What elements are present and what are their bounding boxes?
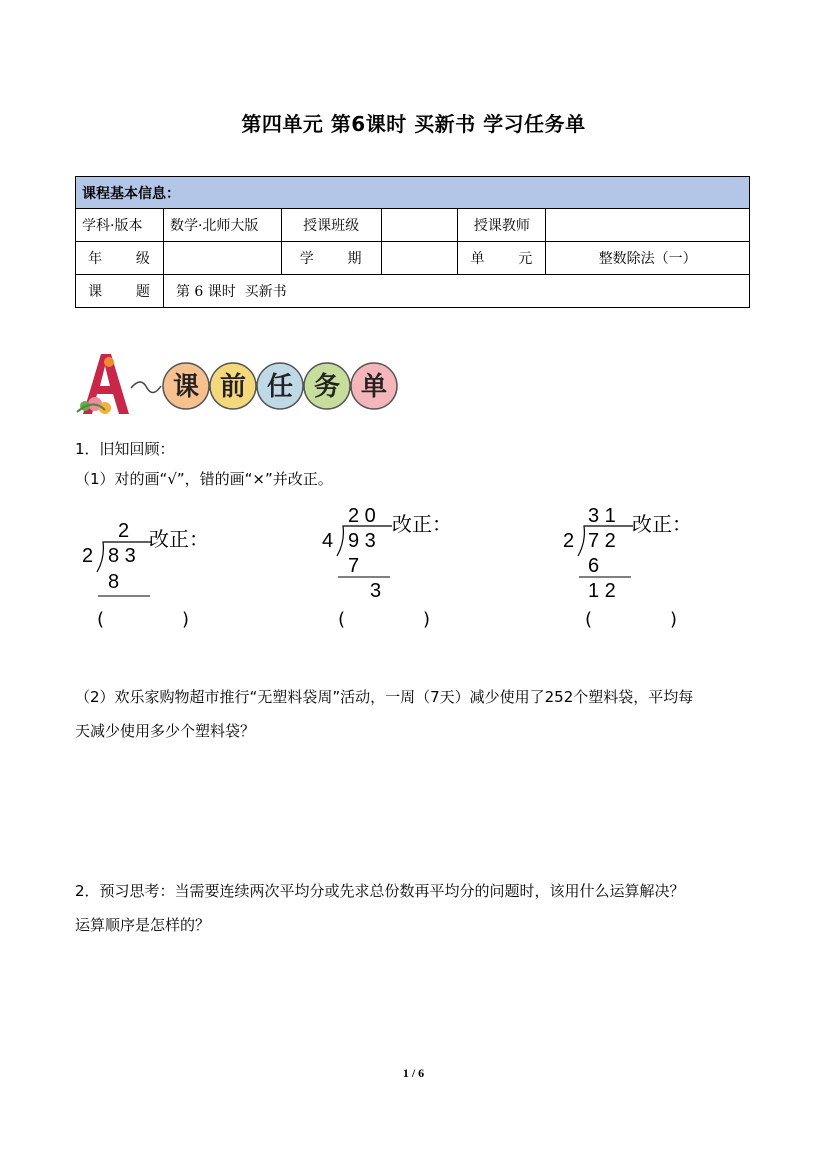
- banner-letter-logo: [77, 354, 129, 414]
- dividend-c: 7 2: [588, 530, 616, 552]
- correct-label-a: 改正：: [149, 529, 209, 551]
- banner-char-2: [257, 363, 303, 409]
- division-bracket-c: [561, 522, 651, 584]
- answer-paren-c-open: (: [585, 609, 593, 630]
- page-number: 1 / 6: [402, 1066, 425, 1080]
- division-bracket-b: [320, 522, 410, 584]
- step-b2: 3: [370, 580, 382, 602]
- divisor-a: 2: [82, 545, 94, 567]
- topic-value: 第 6 课时 买新书: [163, 275, 749, 308]
- grade-label: 年 级: [76, 242, 164, 275]
- banner-char-text: 前: [219, 372, 247, 402]
- unit-value: 整数除法（一）: [546, 242, 750, 275]
- division-bracket-a: [80, 538, 170, 600]
- pre-class-task-banner: [75, 348, 405, 420]
- banner-connector: [131, 382, 161, 393]
- quotient-b: 2 0: [348, 505, 376, 527]
- subject-value: 数学·北师大版: [163, 209, 281, 242]
- course-info-table: [75, 176, 750, 308]
- answer-paren-b-open: (: [338, 609, 346, 630]
- term-value: [381, 242, 458, 275]
- q2-line1: 2．预习思考：当需要连续两次平均分或先求总份数再平均分的问题时，该用什么运算解决？: [75, 882, 685, 900]
- answer-paren-c-close: ): [670, 609, 678, 630]
- banner-char-text: 单: [360, 372, 388, 402]
- answer-paren-a-open: (: [97, 609, 105, 630]
- dividend-b: 9 3: [348, 530, 376, 552]
- banner-char-text: 任: [266, 372, 294, 402]
- banner-char-text: 务: [313, 372, 341, 402]
- step-c1: 6: [588, 555, 600, 577]
- correct-label-c: 改正：: [632, 514, 692, 536]
- q2-line2: 运算顺序是怎样的？: [75, 916, 211, 934]
- step-a1: 8: [108, 571, 120, 593]
- q1-heading: 1．旧知回顾：: [75, 440, 175, 458]
- correct-label-b: 改正：: [392, 514, 452, 536]
- page-title: 第四单元 第6课时 买新书 学习任务单: [241, 112, 586, 136]
- banner-char-1: [210, 363, 256, 409]
- q1-sub1: （1）对的画“√”，错的画“×”并改正。: [75, 470, 333, 488]
- banner-char-3: [304, 363, 350, 409]
- answer-paren-b-close: ): [423, 609, 431, 630]
- class-label: 授课班级: [281, 209, 381, 242]
- teacher-label: 授课教师: [458, 209, 546, 242]
- unit-label: 单 元: [458, 242, 546, 275]
- q1-sub2-line2: 天减少使用多少个塑料袋？: [75, 722, 256, 740]
- table-header: 课程基本信息：: [76, 177, 750, 209]
- class-value: [381, 209, 458, 242]
- step-b1: 7: [348, 555, 360, 577]
- banner-char-4: [351, 363, 397, 409]
- divisor-b: 4: [322, 530, 334, 552]
- banner-char-0: [163, 363, 209, 409]
- topic-label: 课 题: [76, 275, 164, 308]
- quotient-a: 2: [118, 520, 130, 542]
- answer-paren-a-close: ): [182, 609, 190, 630]
- banner-char-text: 课: [172, 372, 200, 402]
- dividend-a: 8 3: [108, 545, 136, 567]
- grade-value: [163, 242, 281, 275]
- term-label: 学 期: [281, 242, 381, 275]
- divisor-c: 2: [563, 530, 575, 552]
- q1-sub2-line1: （2）欢乐家购物超市推行“无塑料袋周”活动，一周（7天）减少使用了252个塑料袋，平均每: [75, 688, 694, 706]
- step-c2: 1 2: [588, 580, 616, 602]
- teacher-value: [546, 209, 750, 242]
- quotient-c: 3 1: [588, 505, 616, 527]
- subject-label: 学科·版本: [76, 209, 164, 242]
